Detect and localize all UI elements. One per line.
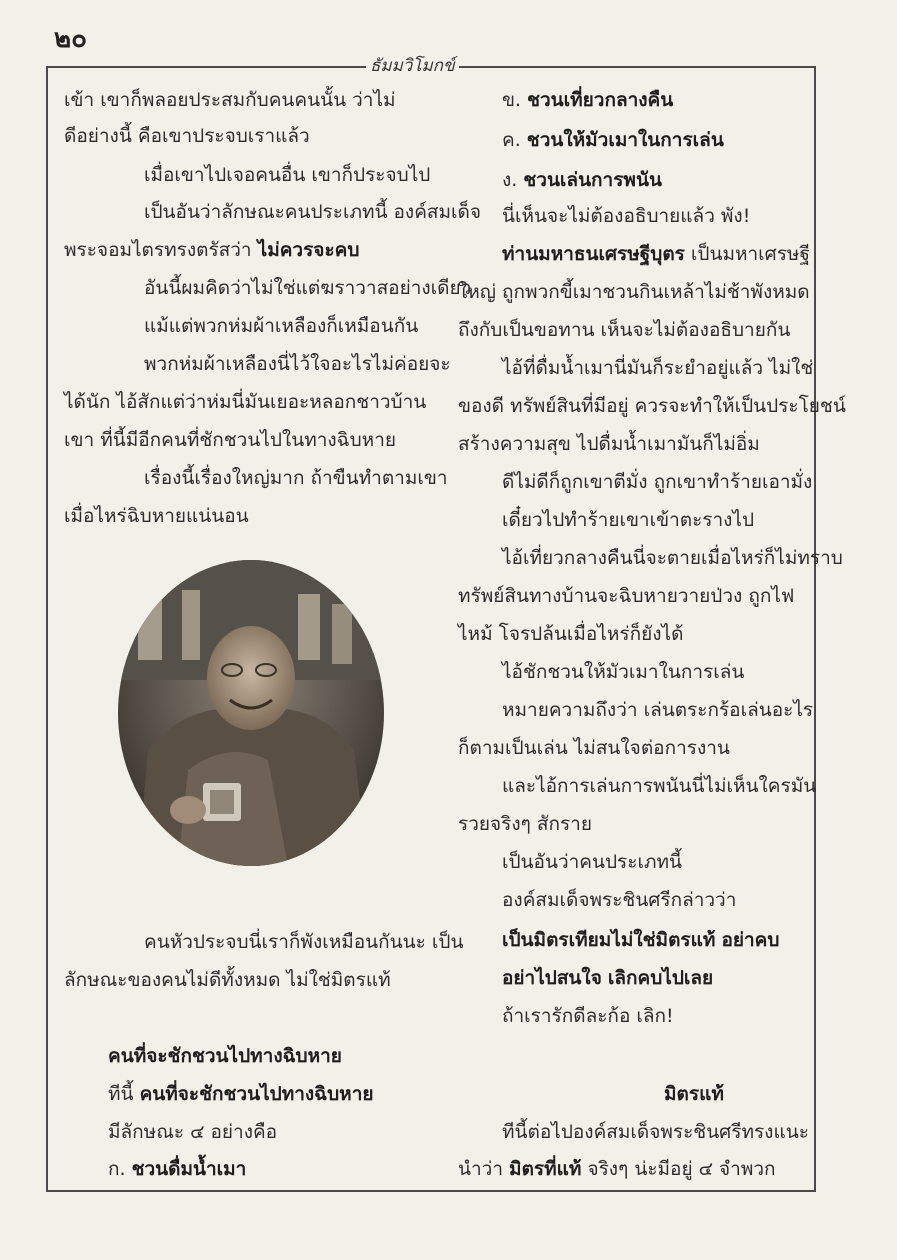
text-line: แม้แต่พวกห่มผ้าเหลืองก็เหมือนกัน <box>144 315 419 337</box>
list-item-text: ชวนให้มัวเมาในการเล่น <box>526 129 724 151</box>
text-line: พวกห่มผ้าเหลืองนี่ไว้ใจอะไรไม่ค่อยจะ <box>144 353 451 375</box>
section-subheading: คนที่จะชักชวนไปทางฉิบหาย <box>108 1045 342 1067</box>
text-line: ดีไม่ดีก็ถูกเขาตีมั่ง ถูกเขาทำร้ายเอามั่ง <box>502 471 813 493</box>
text-line: เมื่อไหร่ฉิบหายแน่นอน <box>64 505 249 527</box>
text-line: เดี๋ยวไปทำร้ายเขาเข้าตะรางไป <box>502 509 755 531</box>
text-line: ไอ้ชักชวนให้มัวเมาในการเล่น <box>502 661 745 683</box>
emphasis-text: อย่าคบ <box>721 929 780 951</box>
text-span: ทีนี้ <box>108 1083 134 1105</box>
text-line: เรื่องนี้เรื่องใหญ่มาก ถ้าขืนทำตามเขา <box>144 467 448 489</box>
list-item <box>108 1157 246 1181</box>
emphasis-text: คนที่จะชักชวนไปทางฉิบหาย <box>139 1083 374 1105</box>
text-line: ไหม้ โจรปล้นเมื่อไหร่ก็ยังได้ <box>458 623 684 645</box>
emphasis-text: ท่านมหาธนเศรษฐีบุตร <box>502 243 685 265</box>
list-marker: ง. <box>502 169 518 191</box>
text-span: จริงๆ น่ะมีอยู่ ๔ จำพวก <box>587 1158 776 1180</box>
section-heading: มิตรแท้ <box>664 1083 724 1105</box>
text-line: สร้างความสุข ไปดื่มน้ำเมามันก็ไม่อิ่ม <box>458 433 760 455</box>
photo-caption-line: ลักษณะของคนไม่ดีทั้งหมด ไม่ใช่มิตรแท้ <box>64 969 391 991</box>
list-item <box>502 128 724 152</box>
text-line <box>64 238 359 262</box>
running-header: ธัมมวิโมกข์ <box>366 52 459 79</box>
text-line <box>502 966 713 990</box>
emphasis-text: ไม่ควรจะคบ <box>257 239 360 261</box>
text-line: รวยจริงๆ สักราย <box>458 813 592 835</box>
text-line: ของดี ทรัพย์สินที่มีอยู่ ควรจะทำให้เป็นประโยชน์ <box>458 395 846 417</box>
text-line: อันนี้ผมคิดว่าไม่ใช่แต่ฆราวาสอย่างเดียว <box>144 277 472 299</box>
list-item-text: ชวนเที่ยวกลางคืน <box>527 89 674 111</box>
text-line: องค์สมเด็จพระชินศรีกล่าวว่า <box>502 889 737 911</box>
text-line: ได้นัก ไอ้สักแต่ว่าห่มนี่มันเยอะหลอกชาวบ้าน <box>64 391 427 413</box>
text-span: เป็นมหาเศรษฐี <box>690 243 810 265</box>
text-line: ดีอย่างนี้ คือเขาประจบเราแล้ว <box>64 125 310 147</box>
text-line: นี่เห็นจะไม่ต้องอธิบายแล้ว พัง! <box>502 205 751 227</box>
text-line: เข้า เขาก็พลอยประสมกับคนคนนั้น ว่าไม่ <box>64 89 396 111</box>
list-marker: ก. <box>108 1158 126 1180</box>
text-line: ก็ตามเป็นเล่น ไม่สนใจต่อการงาน <box>458 737 730 759</box>
text-line: ไอ้เที่ยวกลางคืนนี่จะตายเมื่อไหร่ก็ไม่ทราบ <box>502 547 843 569</box>
list-marker: ข. <box>502 89 522 111</box>
monk-photo <box>118 560 384 866</box>
list-item <box>502 88 673 112</box>
text-line: และไอ้การเล่นการพนันนี่ไม่เห็นใครมัน <box>502 775 817 797</box>
list-item-text: ชวนดื่มน้ำเมา <box>131 1158 247 1180</box>
page-number: ๒๐ <box>54 24 88 54</box>
list-marker: ค. <box>502 129 521 151</box>
text-line: หมายความถึงว่า เล่นตระกร้อเล่นอะไร <box>502 699 814 721</box>
list-item <box>502 168 662 192</box>
text-line: เป็นอันว่าลักษณะคนประเภทนี้ องค์สมเด็จ <box>144 201 482 223</box>
text-line <box>502 242 810 266</box>
text-line: ถ้าเรารักดีละก้อ เลิก! <box>502 1005 674 1027</box>
text-line: ไอ้ที่ดื่มน้ำเมานี่มันก็ระยำอยู่แล้ว ไม่ใช่ <box>502 357 814 379</box>
text-line: ทรัพย์สินทางบ้านจะฉิบหายวายป่วง ถูกไฟ <box>458 585 795 607</box>
text-line: ใหญ่ ถูกพวกขี้เมาชวนกินเหล้าไม่ช้าพังหมด <box>458 281 810 303</box>
text-line: มีลักษณะ ๔ อย่างคือ <box>108 1121 278 1143</box>
text-line <box>458 1157 776 1181</box>
text-line <box>108 1082 374 1106</box>
photo-caption-line: คนหัวประจบนี่เราก็พังเหมือนกันนะ เป็น <box>144 931 464 953</box>
text-line: เป็นอันว่าคนประเภทนี้ <box>502 851 682 873</box>
list-item-text: ชวนเล่นการพนัน <box>523 169 662 191</box>
emphasis-text: เลิกคบไปเลย <box>607 967 714 989</box>
text-line: เขา ที่นี้มีอีกคนที่ชักชวนไปในทางฉิบหาย <box>64 429 396 451</box>
text-span: พระจอมไตรทรงตรัสว่า <box>64 239 252 261</box>
text-span: นำว่า <box>458 1158 503 1180</box>
emphasis-text: เป็นมิตรเทียมไม่ใช่มิตรแท้ <box>502 929 716 951</box>
emphasis-text: มิตรที่แท้ <box>509 1158 582 1180</box>
text-line <box>502 928 779 952</box>
text-line: ทีนี้ต่อไปองค์สมเด็จพระชินศรีทรงแนะ <box>502 1121 809 1143</box>
text-line: ถึงกับเป็นขอทาน เห็นจะไม่ต้องอธิบายกัน <box>458 319 791 341</box>
emphasis-text: อย่าไปสนใจ <box>502 967 602 989</box>
text-line: เมื่อเขาไปเจอคนอื่น เขาก็ประจบไป <box>144 164 431 186</box>
